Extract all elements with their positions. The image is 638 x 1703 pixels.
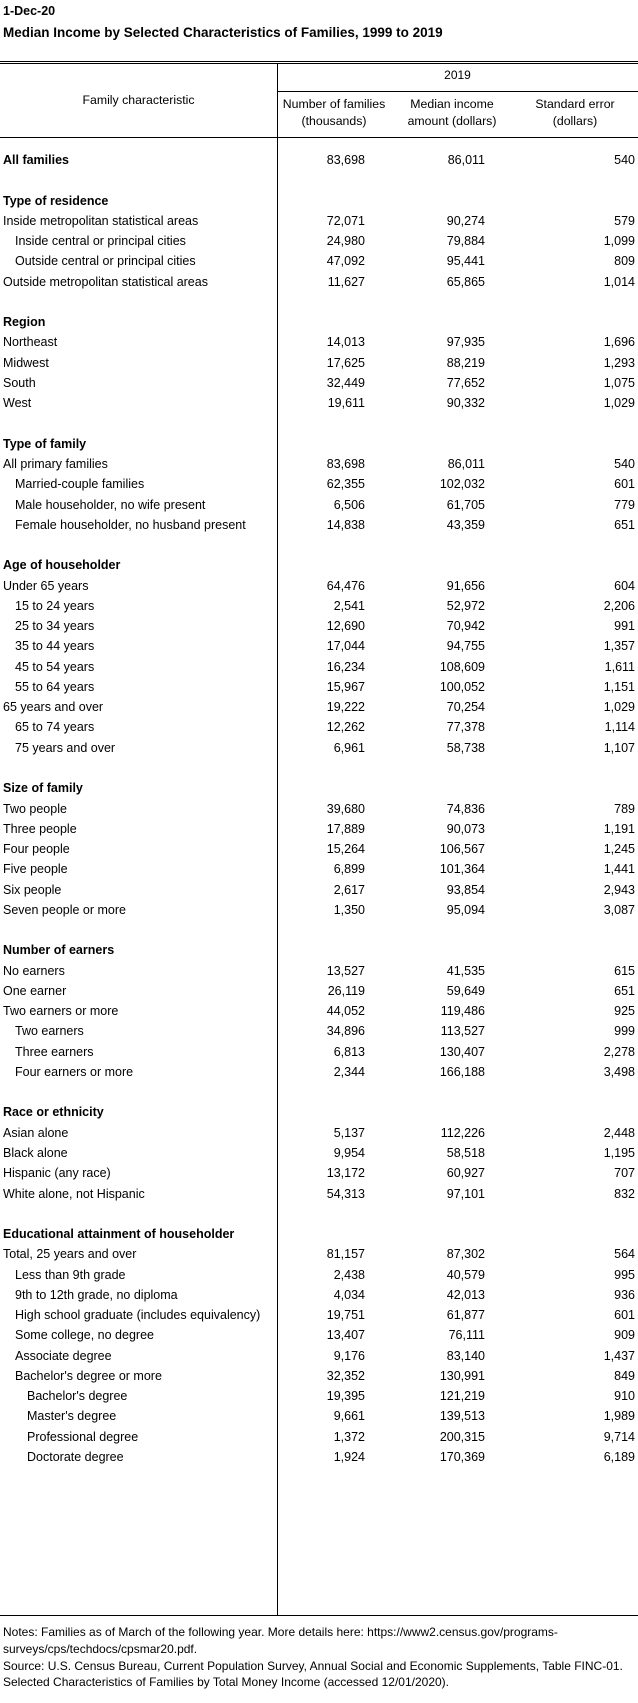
median-income-cell: 83,140: [446, 1348, 485, 1363]
row-label: All families: [3, 153, 69, 167]
standard-error-cell: 999: [614, 1024, 635, 1039]
column-header-standard-error: [515, 96, 635, 129]
table-spacer-row: [0, 413, 638, 433]
standard-error-cell: 2,278: [603, 1044, 635, 1059]
table-row: [0, 636, 638, 656]
column-header-line: Standard error: [535, 97, 615, 111]
median-income-cell: 86,011: [447, 456, 485, 471]
table-spacer-row: [0, 292, 638, 312]
median-income-cell: 112,226: [440, 1125, 485, 1140]
standard-error-cell: 1,696: [603, 335, 635, 350]
table-row: [0, 961, 638, 981]
table-row: [0, 251, 638, 271]
families-cell: 54,313: [326, 1186, 365, 1201]
families-cell: 14,838: [326, 517, 365, 532]
median-income-cell: 70,254: [446, 700, 485, 715]
table-row: [0, 1447, 638, 1467]
table-row: [0, 1265, 638, 1285]
table-row: [0, 1406, 638, 1426]
section-heading: Age of householder: [3, 558, 121, 573]
median-income-cell: 170,369: [439, 1450, 485, 1464]
standard-error-cell: 651: [614, 983, 635, 998]
families-cell: 6,813: [333, 1044, 365, 1059]
median-income-cell: 94,755: [446, 639, 485, 654]
table-row: [0, 515, 638, 535]
standard-error-cell: 1,075: [603, 375, 635, 390]
families-cell: 44,052: [326, 1004, 365, 1019]
families-cell: 13,407: [326, 1328, 365, 1343]
median-income-cell: 101,364: [439, 862, 485, 877]
row-label: Outside central or principal cities: [15, 254, 196, 269]
standard-error-cell: 1,029: [603, 396, 635, 411]
table-row: [0, 1366, 638, 1386]
standard-error-cell: 1,114: [604, 720, 635, 735]
families-cell: 11,627: [327, 274, 365, 289]
section-heading-row: [0, 312, 638, 332]
table-row: [0, 1021, 638, 1041]
row-label: Black alone: [3, 1146, 68, 1161]
table-row: [0, 657, 638, 677]
median-income-cell: 74,836: [446, 801, 485, 816]
families-cell: 32,352: [326, 1368, 365, 1383]
median-income-cell: 87,302: [446, 1247, 485, 1262]
table-row: [0, 1244, 638, 1264]
median-income-cell: 119,486: [440, 1004, 485, 1019]
row-label: Northeast: [3, 335, 58, 350]
families-cell: 16,234: [326, 659, 365, 674]
row-label: 65 to 74 years: [15, 720, 95, 735]
row-label: Master's degree: [27, 1409, 117, 1424]
median-income-cell: 86,011: [447, 153, 485, 167]
families-cell: 26,119: [327, 983, 365, 998]
families-cell: 19,222: [326, 700, 365, 715]
section-heading-row: [0, 434, 638, 454]
families-cell: 14,013: [326, 335, 365, 350]
row-label: Male householder, no wife present: [15, 497, 206, 512]
median-income-cell: 79,884: [446, 234, 485, 249]
median-income-cell: 77,652: [446, 375, 485, 390]
date-label: 1-Dec-20: [3, 4, 56, 18]
median-income-cell: 121,219: [439, 1389, 485, 1404]
families-cell: 1,924: [333, 1450, 365, 1464]
families-cell: 39,680: [326, 801, 365, 816]
row-label: Five people: [3, 862, 68, 877]
families-cell: 1,372: [333, 1429, 365, 1444]
families-cell: 2,617: [333, 882, 365, 897]
row-label: Associate degree: [15, 1348, 112, 1363]
median-income-cell: 70,942: [446, 619, 485, 634]
median-income-cell: 58,738: [446, 740, 485, 755]
row-label: Inside central or principal cities: [15, 234, 186, 249]
table-row: [0, 839, 638, 859]
section-heading: Number of earners: [3, 943, 115, 958]
row-label: Two earners or more: [3, 1004, 119, 1019]
standard-error-cell: 1,107: [603, 740, 635, 755]
row-label: Less than 9th grade: [15, 1267, 126, 1282]
table-spacer-row: [0, 758, 638, 778]
row-label: 25 to 34 years: [15, 619, 95, 634]
section-heading: Race or ethnicity: [3, 1105, 104, 1120]
table-row: [0, 1163, 638, 1183]
year-header-rule: [277, 91, 638, 92]
standard-error-cell: 1,611: [604, 659, 635, 674]
row-label: 15 to 24 years: [15, 598, 95, 613]
page-title: Median Income by Selected Characteristics of Families, 1999 to 2019: [3, 25, 443, 40]
table-row: [0, 596, 638, 616]
row-label: No earners: [3, 963, 65, 978]
table-row: [0, 677, 638, 697]
table-body: [0, 150, 638, 1467]
table-row: [0, 1001, 638, 1021]
table-row: [0, 799, 638, 819]
section-heading: Region: [3, 315, 46, 330]
row-label: Two people: [3, 801, 67, 816]
median-income-cell: 113,527: [440, 1024, 485, 1039]
footnotes: [3, 1624, 623, 1691]
table-row: [0, 717, 638, 737]
table-row: [0, 1305, 638, 1325]
column-header-line: (dollars): [552, 113, 598, 128]
table-row: [0, 211, 638, 231]
families-cell: 5,137: [333, 1125, 365, 1140]
median-income-cell: 58,518: [446, 1146, 485, 1161]
standard-error-cell: 1,014: [603, 274, 635, 289]
median-income-cell: 166,188: [439, 1064, 485, 1079]
median-income-cell: 90,073: [446, 821, 485, 836]
table-row: [0, 1285, 638, 1305]
table-row: [0, 576, 638, 596]
families-cell: 24,980: [326, 234, 365, 249]
standard-error-cell: 564: [614, 1247, 635, 1262]
section-heading-row: [0, 555, 638, 575]
median-income-cell: 41,535: [446, 963, 485, 978]
table-spacer-row: [0, 920, 638, 940]
row-label: Total, 25 years and over: [3, 1247, 137, 1262]
row-label: 65 years and over: [3, 700, 104, 715]
median-income-cell: 43,359: [446, 517, 485, 532]
row-label: Some college, no degree: [15, 1328, 154, 1343]
total-row: [0, 150, 638, 170]
families-cell: 2,438: [333, 1267, 365, 1282]
standard-error-cell: 925: [614, 1004, 635, 1019]
standard-error-cell: 3,087: [603, 902, 635, 917]
row-label: Under 65 years: [3, 578, 89, 593]
standard-error-cell: 789: [614, 801, 635, 816]
table-row: [0, 1184, 638, 1204]
median-income-cell: 100,052: [439, 679, 485, 694]
section-heading: Size of family: [3, 781, 83, 796]
row-label: 9th to 12th grade, no diploma: [15, 1287, 178, 1302]
table-spacer-row: [0, 170, 638, 190]
families-cell: 17,625: [326, 355, 365, 370]
row-label: Four earners or more: [15, 1064, 134, 1079]
standard-error-cell: 3,498: [603, 1064, 635, 1079]
table-row: [0, 393, 638, 413]
median-income-cell: 130,991: [439, 1368, 485, 1383]
families-cell: 34,896: [326, 1024, 365, 1039]
table-row: [0, 1325, 638, 1345]
standard-error-cell: 1,191: [603, 821, 635, 836]
families-cell: 6,506: [333, 497, 365, 512]
table-spacer-row: [0, 1082, 638, 1102]
column-header-line: Median income: [410, 97, 494, 111]
table-row: [0, 819, 638, 839]
median-income-cell: 106,567: [439, 842, 485, 857]
median-income-cell: 40,579: [446, 1267, 485, 1282]
table-row: [0, 616, 638, 636]
section-heading-row: [0, 1224, 638, 1244]
table-row: [0, 981, 638, 1001]
section-heading: Educational attainment of householder: [3, 1227, 235, 1242]
median-income-cell: 93,854: [446, 882, 485, 897]
standard-error-cell: 601: [614, 1308, 635, 1323]
standard-error-cell: 6,189: [603, 1450, 635, 1464]
table-row: [0, 495, 638, 515]
table-row: [0, 900, 638, 920]
table-row: [0, 1346, 638, 1366]
standard-error-cell: 9,714: [603, 1429, 635, 1444]
column-header-line: amount (dollars): [407, 113, 497, 128]
table-row: [0, 272, 638, 292]
row-label: Midwest: [3, 355, 49, 370]
table-spacer-row: [0, 535, 638, 555]
families-cell: 64,476: [326, 578, 365, 593]
families-cell: 9,661: [333, 1409, 365, 1424]
median-income-cell: 102,032: [439, 477, 485, 492]
row-label: White alone, not Hispanic: [3, 1186, 145, 1201]
table-top-double-rule: [0, 61, 638, 64]
column-header-number-of-families: [279, 96, 389, 129]
column-header-family-characteristic: [0, 92, 277, 109]
table-row: [0, 373, 638, 393]
median-income-cell: 76,111: [448, 1328, 485, 1343]
standard-error-cell: 910: [614, 1389, 635, 1404]
median-income-cell: 108,609: [439, 659, 485, 674]
median-income-cell: 130,407: [439, 1044, 485, 1059]
families-cell: 15,264: [326, 842, 365, 857]
table-row: [0, 231, 638, 251]
year-header: 2019: [444, 68, 471, 82]
row-label: 45 to 54 years: [15, 659, 95, 674]
median-income-cell: 90,274: [446, 213, 485, 228]
standard-error-cell: 832: [614, 1186, 635, 1201]
row-label: Seven people or more: [3, 902, 126, 917]
row-label: Married-couple families: [15, 477, 145, 492]
standard-error-cell: 995: [614, 1267, 635, 1282]
median-income-cell: 139,513: [439, 1409, 485, 1424]
row-label: Hispanic (any race): [3, 1166, 111, 1181]
families-cell: 32,449: [326, 375, 365, 390]
table-row: [0, 738, 638, 758]
section-heading: Type of family: [3, 436, 87, 451]
row-label: Four people: [3, 842, 70, 857]
standard-error-cell: 1,989: [603, 1409, 635, 1424]
standard-error-cell: 540: [614, 153, 635, 167]
standard-error-cell: 579: [614, 213, 635, 228]
median-income-cell: 88,219: [446, 355, 485, 370]
standard-error-cell: 1,195: [603, 1146, 635, 1161]
column-header-median-income: [397, 96, 507, 129]
table-row: [0, 454, 638, 474]
standard-error-cell: 615: [614, 963, 635, 978]
median-income-cell: 61,705: [446, 497, 485, 512]
row-label: Two earners: [15, 1024, 84, 1039]
families-cell: 72,071: [326, 213, 365, 228]
source-text: Source: U.S. Census Bureau, Current Population Survey, Annual Social and Economic Supplements, Table FINC-01. Selected Characteristics of Families by Total Money Income (accessed 12/01/2020).: [3, 1658, 623, 1690]
families-cell: 83,698: [326, 153, 365, 167]
table-row: [0, 1386, 638, 1406]
row-label: South: [3, 375, 36, 390]
table-row: [0, 474, 638, 494]
standard-error-cell: 651: [614, 517, 635, 532]
median-income-cell: 65,865: [446, 274, 485, 289]
standard-error-cell: 1,029: [603, 700, 635, 715]
table-row: [0, 859, 638, 879]
row-label: Three people: [3, 821, 77, 836]
standard-error-cell: 604: [614, 578, 635, 593]
standard-error-cell: 707: [614, 1166, 635, 1181]
median-income-cell: 95,094: [446, 902, 485, 917]
standard-error-cell: 2,206: [603, 598, 635, 613]
median-income-cell: 200,315: [439, 1429, 485, 1444]
standard-error-cell: 1,293: [603, 355, 635, 370]
column-header-line: (thousands): [301, 113, 367, 128]
row-label: Female householder, no husband present: [15, 517, 246, 532]
table-row: [0, 1123, 638, 1143]
row-label: 75 years and over: [15, 740, 116, 755]
table-row: [0, 1062, 638, 1082]
median-income-cell: 59,649: [446, 983, 485, 998]
families-cell: 1,350: [333, 902, 365, 917]
standard-error-cell: 909: [614, 1328, 635, 1343]
families-cell: 12,262: [326, 720, 365, 735]
notes-text: Notes: Families as of March of the following year. More details here: https://www2.census.gov/programs-surveys/cps/techdocs/cpsmar20.pdf.: [3, 1625, 558, 1656]
standard-error-cell: 809: [614, 254, 635, 269]
row-label: Inside metropolitan statistical areas: [3, 213, 199, 228]
row-label: Asian alone: [3, 1125, 69, 1140]
table-row: [0, 880, 638, 900]
row-label: 35 to 44 years: [15, 639, 95, 654]
standard-error-cell: 1,245: [603, 842, 635, 857]
table-row: [0, 1143, 638, 1163]
median-income-cell: 77,378: [446, 720, 485, 735]
header-bottom-rule: [0, 137, 638, 138]
families-cell: 81,157: [326, 1247, 365, 1262]
families-cell: 15,967: [326, 679, 365, 694]
standard-error-cell: 1,151: [603, 679, 635, 694]
families-cell: 62,355: [326, 477, 365, 492]
row-label: All primary families: [3, 456, 108, 471]
table-spacer-row: [0, 1204, 638, 1224]
families-cell: 2,541: [333, 598, 365, 613]
families-cell: 13,172: [326, 1166, 365, 1181]
families-cell: 19,611: [327, 396, 365, 411]
standard-error-cell: 2,943: [603, 882, 635, 897]
table-row: [0, 1427, 638, 1447]
families-cell: 2,344: [333, 1064, 365, 1079]
families-cell: 47,092: [326, 254, 365, 269]
families-cell: 83,698: [326, 456, 365, 471]
standard-error-cell: 1,437: [603, 1348, 635, 1363]
row-label: Three earners: [15, 1044, 94, 1059]
row-label: Professional degree: [27, 1429, 139, 1444]
section-heading-row: [0, 1102, 638, 1122]
median-income-cell: 97,101: [446, 1186, 485, 1201]
families-cell: 12,690: [326, 619, 365, 634]
section-heading: Type of residence: [3, 193, 109, 208]
table-row: [0, 353, 638, 373]
median-income-cell: 52,972: [446, 598, 485, 613]
families-cell: 19,395: [326, 1389, 365, 1404]
row-label: Outside metropolitan statistical areas: [3, 274, 208, 289]
standard-error-cell: 601: [614, 477, 635, 492]
standard-error-cell: 1,441: [603, 862, 635, 877]
standard-error-cell: 779: [614, 497, 635, 512]
column-header-line: Number of families: [282, 97, 386, 111]
row-label: One earner: [3, 983, 67, 998]
families-cell: 17,889: [326, 821, 365, 836]
standard-error-cell: 849: [614, 1368, 635, 1383]
row-label: Bachelor's degree: [27, 1389, 128, 1404]
families-cell: 17,044: [326, 639, 365, 654]
median-income-cell: 61,877: [446, 1308, 485, 1323]
row-label: Six people: [3, 882, 62, 897]
median-income-cell: 42,013: [446, 1287, 485, 1302]
standard-error-cell: 936: [614, 1287, 635, 1302]
median-income-cell: 95,441: [446, 254, 485, 269]
table-bottom-rule: [0, 1615, 638, 1616]
median-income-cell: 97,935: [446, 335, 485, 350]
section-heading-row: [0, 778, 638, 798]
table-row: [0, 332, 638, 352]
median-income-cell: 60,927: [446, 1166, 485, 1181]
families-cell: 13,527: [326, 963, 365, 978]
median-income-cell: 90,332: [446, 396, 485, 411]
column-header-label: Family characteristic: [82, 93, 195, 107]
section-heading-row: [0, 191, 638, 211]
standard-error-cell: 2,448: [603, 1125, 635, 1140]
standard-error-cell: 1,099: [603, 234, 635, 249]
row-label: West: [3, 396, 32, 411]
families-cell: 19,751: [326, 1308, 365, 1323]
row-label: Doctorate degree: [27, 1450, 124, 1464]
standard-error-cell: 1,357: [603, 639, 635, 654]
standard-error-cell: 991: [614, 619, 635, 634]
table-row: [0, 1042, 638, 1062]
row-label: 55 to 64 years: [15, 679, 95, 694]
families-cell: 9,954: [333, 1146, 365, 1161]
families-cell: 9,176: [333, 1348, 365, 1363]
families-cell: 6,899: [333, 862, 365, 877]
families-cell: 4,034: [333, 1287, 365, 1302]
section-heading-row: [0, 940, 638, 960]
families-cell: 6,961: [333, 740, 365, 755]
standard-error-cell: 540: [614, 456, 635, 471]
table-row: [0, 697, 638, 717]
row-label: High school graduate (includes equivalency): [15, 1308, 261, 1323]
median-income-cell: 91,656: [446, 578, 485, 593]
row-label: Bachelor's degree or more: [15, 1368, 162, 1383]
